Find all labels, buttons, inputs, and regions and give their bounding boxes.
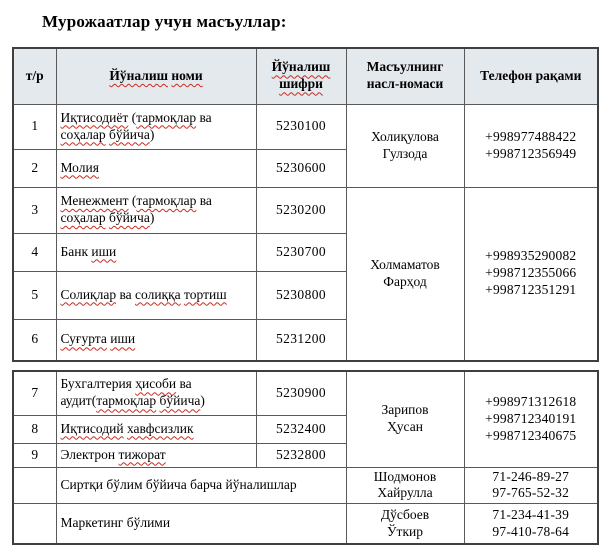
row-5-code: 5230800 [256,271,346,319]
group-3-person: Зарипов Ҳусан [346,371,464,467]
row-5-number: 5 [13,271,56,319]
row-1-code: 5230100 [256,104,346,149]
row-11-number-empty [13,504,56,544]
responsibles-table-part-2 [12,370,599,545]
row-3-code: 5230200 [256,187,346,233]
row-2-number: 2 [13,149,56,187]
row-4-direction: Банк иши [56,233,256,271]
row-4-code: 5230700 [256,233,346,271]
row-10-direction: Сиртқи бўлим бўйича барча йўналишлар [56,467,346,504]
row-1-direction: Иқтисодиёт (тармоқлар ва соҳалар бўйича) [56,104,256,149]
table-row-3 [13,187,598,233]
row-7-direction: Бухгалтерия ҳисоби ва аудит(тармоқлар бўйича) [56,371,256,415]
row-7-code: 5230900 [256,371,346,415]
page-title: Мурожаатлар учун масъуллар: [42,12,287,31]
group-5-phones: 71-234-41-39 97-410-78-64 [464,504,598,544]
group-2-phones: +998935290082 +998712355066 +998712351291 [464,187,598,361]
row-3-number: 3 [13,187,56,233]
group-5-person: Дўсбоев Ўткир [346,504,464,544]
header-row [13,48,598,104]
row-8-number: 8 [13,415,56,443]
group-3-phones: +998971312618 +998712340191 +998712340675 [464,371,598,467]
row-2-direction: Молия [56,149,256,187]
row-3-direction: Менежмент (тармоқлар ва соҳалар бўйича) [56,187,256,233]
row-1-number: 1 [13,104,56,149]
header-person-name: Масъулнинг насл-номаси [346,48,464,104]
group-4-phones: 71-246-89-27 97-765-52-32 [464,467,598,504]
row-9-direction: Электрон тижорат [56,443,256,467]
row-9-number: 9 [13,443,56,467]
row-8-code: 5232400 [256,415,346,443]
responsibles-table-part-1 [12,47,599,362]
row-9-code: 5232800 [256,443,346,467]
row-10-number-empty [13,467,56,504]
header-tr: т/р [13,48,56,104]
row-11-direction: Маркетинг бўлими [56,504,346,544]
group-1-phones: +998977488422 +998712356949 [464,104,598,187]
row-2-code: 5230600 [256,149,346,187]
group-2-person: Холмаматов Фарҳод [346,187,464,361]
row-4-number: 4 [13,233,56,271]
table-row-10 [13,467,598,504]
table-row-1 [13,104,598,149]
row-6-code: 5231200 [256,319,346,361]
table-row-11 [13,504,598,544]
header-direction-code: Йўналиш шифри [256,48,346,104]
table-row-7 [13,371,598,415]
row-5-direction: Солиқлар ва солиққа тортиш [56,271,256,319]
row-8-direction: Иқтисодий хавфсизлик [56,415,256,443]
group-4-person: Шодмонов Хайрулла [346,467,464,504]
row-7-number: 7 [13,371,56,415]
header-phone-number: Телефон рақами [464,48,598,104]
row-6-direction: Суғурта иши [56,319,256,361]
header-direction-name: Йўналиш номи [56,48,256,104]
group-1-person: Холиқулова Гулзода [346,104,464,187]
row-6-number: 6 [13,319,56,361]
